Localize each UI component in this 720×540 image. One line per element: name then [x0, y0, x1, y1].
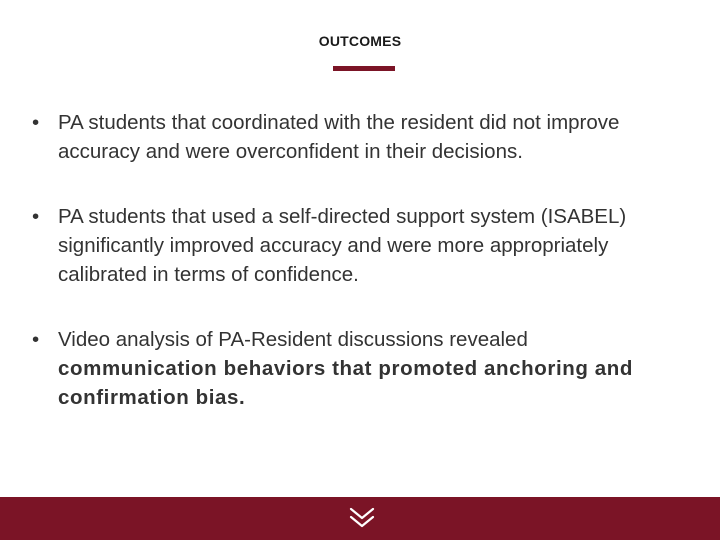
bullet-text: PA students that used a self-directed support system (ISABEL) significantly improved accuracy and were more appropriately calibrated in terms of confidence.: [58, 205, 627, 286]
list-item: [30, 202, 680, 289]
list-item: [30, 108, 680, 166]
bullet-dot: •: [32, 205, 40, 228]
bullet-dot: •: [32, 111, 40, 134]
double-chevron-down-icon[interactable]: [349, 507, 375, 529]
bullet-strong-text: communication behaviors that promoted anchoring and confirmation bias.: [58, 357, 634, 409]
bullet-dot: •: [32, 328, 40, 351]
outcomes-list: [30, 108, 680, 448]
slide-title: OUTCOMES: [318, 33, 402, 49]
list-item: [30, 325, 680, 412]
title-accent-bar: [333, 66, 395, 71]
bullet-text: Video analysis of PA-Resident discussions revealed: [58, 328, 528, 351]
bullet-text: PA students that coordinated with the resident did not improve accuracy and were overconfident in their decisions.: [58, 111, 620, 163]
